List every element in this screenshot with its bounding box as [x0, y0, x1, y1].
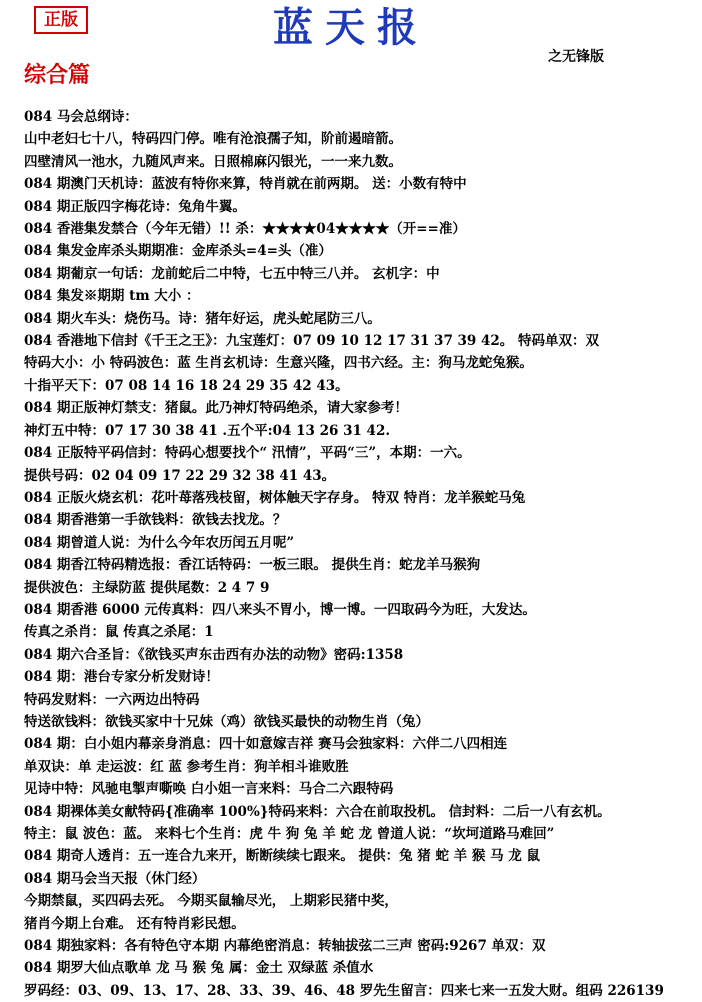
- text-line: 十指平天下：07 08 14 16 18 24 29 35 42 43。: [24, 377, 349, 394]
- text-line: 084 期：白小姐内幕亲身消息：四十如意嫁吉祥 赛马会独家料：六伴二八四相连: [24, 736, 508, 753]
- text-line: 特主：鼠 波色：蓝。 来料七个生肖：虎 牛 狗 兔 羊 蛇 龙 曾道人说：“坎坷道路马难回”: [24, 826, 555, 842]
- text-line: 神灯五中特：07 17 30 38 41 .五个平:04 13 26 31 42.: [24, 422, 391, 439]
- text-line: 今期禁鼠，买四码去死。 今期买鼠输尽光， 上期彩民猪中奖，: [24, 893, 398, 910]
- text-line: 084 集发※期期 tm 大小 ：: [24, 288, 200, 305]
- text-line: 084 正版火烧玄机：花叶苺落残枝留，树体触天字存身。 特双 特肖：龙羊猴蛇马兔: [24, 489, 526, 506]
- text-line: 特码大小：小 特码波色：蓝 生肖玄机诗：生意兴隆，四书六经。主：狗马龙蛇兔猴。: [24, 355, 533, 372]
- text-line: 提供波色：主绿防蓝 提供尾数：2 4 7 9: [24, 579, 270, 596]
- genuine-badge: 正版: [34, 6, 88, 34]
- text-line: 084 马会总纲诗：: [24, 109, 138, 125]
- text-line: 084 期葡京一句话：龙前蛇后二中特，七五中特三八并。 玄机字：中: [24, 265, 440, 282]
- text-line: 084 期正版四字梅花诗：兔角牛翼。: [24, 198, 246, 215]
- text-line: 传真之杀肖：鼠 传真之杀尾：1: [24, 624, 214, 641]
- text-line: 084 期奇人透肖：五一连合九来开，断断续续七跟来。 提供：兔 猪 蛇 羊 猴 马 龙 鼠: [24, 848, 540, 865]
- text-line: 084 期马会当天报（休门经）: [24, 870, 206, 887]
- newspaper-title: 蓝天报: [273, 5, 429, 51]
- text-line: 084 期香港 6000 元传真料：四八来头不胃小，博一博。一四取码今为旺，大发达。: [24, 601, 536, 618]
- text-line: 特送欲钱料：欲钱买家中十兄妹（鸡）欲钱买最快的动物生肖（兔）: [24, 713, 429, 730]
- text-line: 084 香港地下信封《千王之王》：九宝莲灯：07 09 10 12 17 31 37 39 42。 特码单双：双: [24, 333, 600, 350]
- text-line: 猪肖今期上台难。 还有特肖彩民想。: [24, 915, 245, 932]
- text-line: 084 期六合圣旨：《欲钱买声东击西有办法的动物》密码:1358: [24, 646, 404, 663]
- text-line: 见诗中特：风驰电掣声嘶唤 白小姐一言来料：马合二六跟特码: [24, 781, 394, 798]
- text-line: 084 期独家料：各有特色守本期 内幕绝密消息：转轴拔弦二三声 密码:9267 单双：双: [24, 938, 546, 955]
- section-title: 综合篇: [24, 63, 91, 88]
- article-body: [24, 106, 694, 1002]
- text-line: 084 期罗大仙点歌单 龙 马 猴 兔 属：金土 双绿蓝 杀值水: [24, 960, 374, 977]
- text-line: 084 正版特平码信封：特码心想要找个“ 汛情”，平码“三”，本期：一六。: [24, 445, 471, 462]
- text-line: 084 期：港台专家分析发财诗！: [24, 669, 219, 686]
- text-line: 084 期正版神灯禁支：猪鼠。此乃神灯特码绝杀，请大家参考！: [24, 400, 408, 417]
- text-line: 特码发财料：一六两边出特码: [24, 691, 200, 708]
- text-line: 084 集发金库杀头期期准：金库杀头=4=头（准）: [24, 243, 332, 260]
- text-line: 单双诀：单 走运波：红 蓝 参考生肖：狗羊相斗谁败胜: [24, 758, 349, 775]
- text-line: 084 期裸体美女献特码{准确率 100%}特码来料：六合在前取投机。 信封料：二后一八有玄机。: [24, 803, 611, 820]
- text-line: 四壁清风一池水，九随风声来。日照棉麻闪银光，一一来九数。: [24, 153, 402, 170]
- text-line: 084 期澳门天机诗：蓝波有特你来算，特肖就在前两期。 送：小数有特中: [24, 176, 467, 193]
- text-line: 084 期曾道人说：为什么今年农历闰五月呢”: [24, 534, 295, 551]
- text-line: 084 期香港第一手欲钱料：欲钱去找龙。？: [24, 512, 287, 529]
- text-line: 084 期火车头：烧伤马。诗：猪年好运，虎头蛇尾防三八。: [24, 310, 381, 327]
- edition-label: 之无锋版: [548, 49, 604, 65]
- text-line: 罗码经：03、09、13、17、28、33、39、46、48 罗先生留言：四来七来一五发大财。组码 226139: [24, 982, 664, 999]
- text-line: 084 期香江特码精选报：香江话特码：一板三眼。 提供生肖：蛇龙羊马猴狗: [24, 557, 481, 574]
- text-line: 山中老妇七十八，特码四门停。唯有沧浪孺子知，阶前遏暗箭。: [24, 131, 402, 148]
- text-line: 提供号码：02 04 09 17 22 29 32 38 41 43。: [24, 467, 336, 484]
- text-line: 084 香港集发禁合（今年无错）!! 杀：★★★★04★★★★（开==准）: [24, 221, 466, 238]
